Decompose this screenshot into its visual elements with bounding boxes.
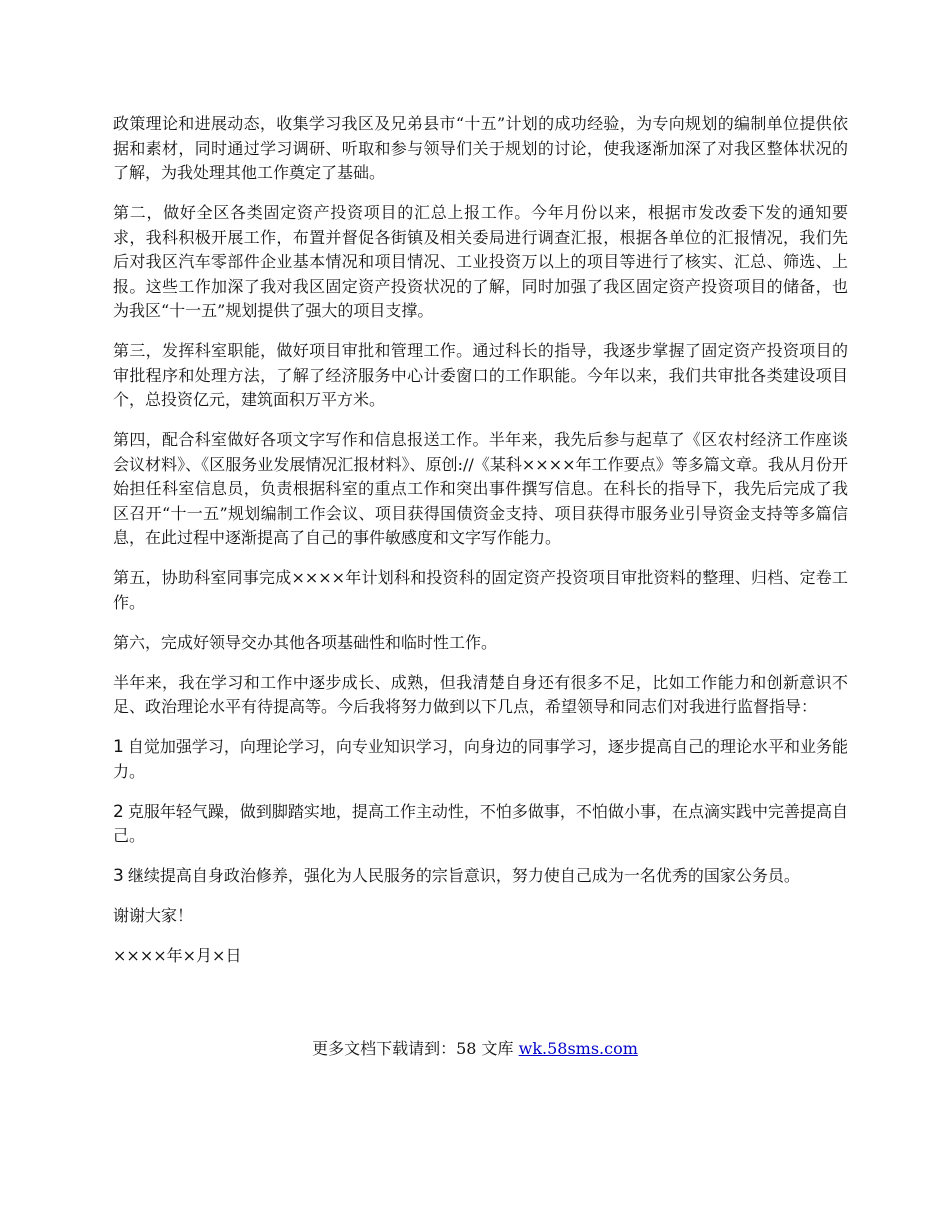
footer-link[interactable]: wk.58sms.com <box>518 1039 638 1058</box>
paragraph-fourth: 第四，配合科室做好各项文字写作和信息报送工作。半年来，我先后参与起草了《区农村经济工作座谈会议材料》、《区服务业发展情况汇报材料》、原创://《某科××××年工作要点》等多篇文章。我从月份开始担任科室信息员，负责根据科室的重点工作和突出事件撰写信息。在科长的指导下，我先后完成了我区召开“十一五”规划编制工作会议、项目获得国债资金支持、项目获得市服务业引导资金支持等多篇信息，在此过程中逐渐提高了自己的事件敏感度和文字写作能力。 <box>113 430 848 547</box>
point-item <box>113 864 848 889</box>
paragraph-sixth: 第六，完成好领导交办其他各项基础性和临时性工作。 <box>113 632 498 652</box>
closing-line: 谢谢大家！ <box>113 906 194 925</box>
download-footer <box>0 1038 950 1060</box>
point-number: 3 <box>113 866 124 886</box>
point-item <box>113 735 848 784</box>
paragraph-intro: 政策理论和进展动态，收集学习我区及兄弟县市“十五”计划的成功经验，为专向规划的编制单位提供依据和素材，同时通过学习调研、听取和参与领导们关于规划的讨论，使我逐渐加深了对我区整体状况的了解，为我处理其他工作奠定了基础。 <box>113 114 848 182</box>
paragraph-summary: 半年来，我在学习和工作中逐步成长、成熟，但我清楚自身还有很多不足，比如工作能力和创新意识不足、政治理论水平有待提高等。今后我将努力做到以下几点，希望领导和同志们对我进行监督指导： <box>113 672 848 716</box>
document-body <box>113 112 848 984</box>
point-text: 自觉加强学习，向理论学习，向专业知识学习，向身边的同事学习，逐步提高自己的理论水平和业务能力。 <box>113 737 848 781</box>
footer-prefix: 更多文档下载请到：58 文库 <box>312 1039 519 1058</box>
point-text: 克服年轻气躁，做到脚踏实地，提高工作主动性，不怕多做事，不怕做小事，在点滴实践中完善提高自己。 <box>113 801 848 845</box>
date-line: ××××年×月×日 <box>113 946 242 965</box>
paragraph-fifth: 第五，协助科室同事完成××××年计划科和投资科的固定资产投资项目审批资料的整理、归档、定卷工作。 <box>113 568 848 612</box>
point-number: 2 <box>113 801 124 822</box>
paragraph-third: 第三，发挥科室职能，做好项目审批和管理工作。通过科长的指导，我逐步掌握了固定资产投资项目的审批程序和处理方法，了解了经济服务中心计委窗口的工作职能。今年以来，我们共审批各类建设项目个，总投资亿元，建筑面积万平方米。 <box>113 341 848 409</box>
point-text: 继续提高自身政治修养，强化为人民服务的宗旨意识，努力使自己成为一名优秀的国家公务员。 <box>127 866 800 885</box>
point-item <box>113 800 848 849</box>
paragraph-second: 第二，做好全区各类固定资产投资项目的汇总上报工作。今年月份以来，根据市发改委下发的通知要求，我科积极开展工作，布置并督促各街镇及相关委局进行调查汇报，根据各单位的汇报情况，我们先后对我区汽车零部件企业基本情况和项目情况、工业投资万以上的项目等进行了核实、汇总、筛选、上报。这些工作加深了我对我区固定资产投资状况的了解，同时加强了我区固定资产投资项目的储备，也为我区“十一五”规划提供了强大的项目支撑。 <box>113 203 848 320</box>
point-number: 1 <box>113 737 124 757</box>
